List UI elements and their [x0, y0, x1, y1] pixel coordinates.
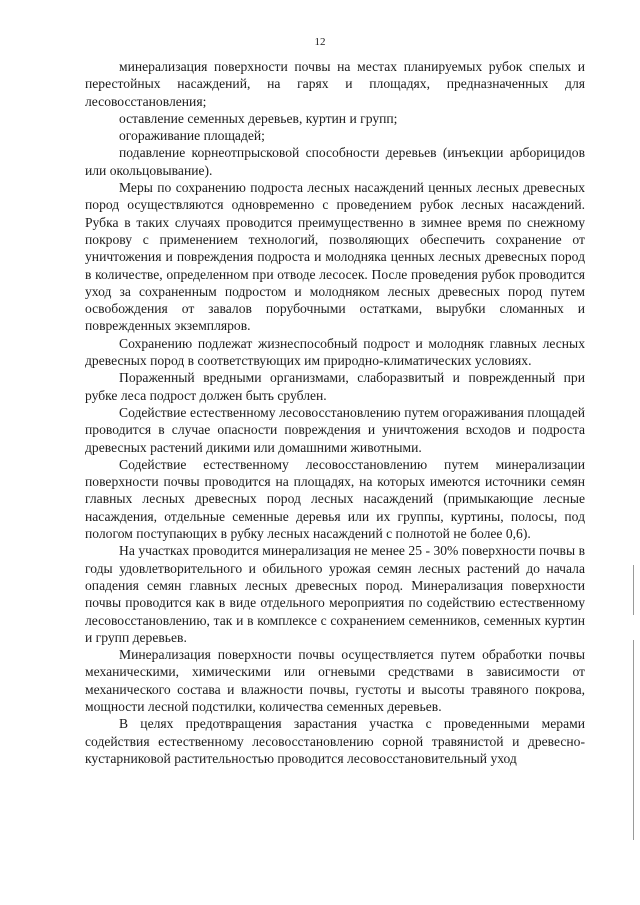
page-number: 12 — [314, 36, 326, 48]
paragraph: Сохранению подлежат жизнеспособный подрост и молодняк главных лесных древесных пород в соответствующих им природно-климатических условиях. — [85, 335, 585, 369]
paragraph: подавление корнеотпрысковой способности деревьев (инъекции арборицидов или окольцовывание). — [85, 145, 585, 178]
scan-edge-mark — [633, 565, 634, 615]
paragraph: огораживание площадей; — [119, 128, 265, 144]
paragraph: оставление семенных деревьев, куртин и групп; — [119, 110, 398, 126]
paragraph: Содействие естественному лесовосстановлению путем огораживания площадей проводится в случае опасности повреждения и уничтожения всходов и подроста древесных растений дикими или домашними животными. — [85, 404, 585, 455]
paragraph: минерализация поверхности почвы на местах планируемых рубок спелых и перестойных насаждений, на гарях и площадях, предназначенных для лесовосстановления; — [85, 59, 585, 109]
scan-edge-mark — [633, 640, 634, 840]
paragraph: Пораженный вредными организмами, слаборазвитый и поврежденный при рубке леса подрост должен быть срублен. — [85, 370, 585, 403]
paragraph: В целях предотвращения зарастания участка с проведенными мерами содействия естественному лесовосстановлению сорной травянистой и древесно-кустарниковой растительностью проводится лесовосстановительный уход — [85, 716, 585, 766]
paragraph: Меры по сохранению подроста лесных насаждений ценных лесных древесных пород осуществляются одновременно с проведением рубок лесных насаждений. Рубка в таких случаях проводится преимущественно в зимнее время по снежному покрову с применением технологий, позволяющих обеспечить сохранение от уничтожения и повреждения подроста и молодняка ценных лесных древесных пород в количестве, определенном при отводе лесосек. После проведения рубок проводится уход за сохраненным подростом и молодняком лесных древесных пород путем освобождения от завалов порубочными остатками, вырубки сломанных и поврежденных экземпляров. — [85, 180, 585, 334]
page-body — [85, 58, 585, 767]
paragraph: На участках проводится минерализация не менее 25 - 30% поверхности почвы в годы удовлетворительного и обильного урожая семян лесных растений до начала опадения семян главных лесных древесных пород. Минерализация поверхности почвы проводится как в виде отдельного мероприятия по содействию естественному лесовосстановлению, так и в комплексе с сохранением семенников, семенных куртин и групп деревьев. — [85, 543, 585, 645]
paragraph: Содействие естественному лесовосстановлению путем минерализации поверхности почвы проводится на площадях, на которых имеются источники семян главных лесных древесных пород лесных насаждений (примыкающие лесные насаждения, отдельные семенные деревья или их группы, куртины, полосы, под пологом поступающих в рубку лесных насаждений с полнотой не более 0,6). — [85, 456, 585, 542]
paragraph: Минерализация поверхности почвы осуществляется путем обработки почвы механическими, химическими или огневыми средствами в зависимости от механического состава и влажности почвы, густоты и высоты травяного покрова, мощности лесной подстилки, количества семенных деревьев. — [85, 647, 585, 714]
